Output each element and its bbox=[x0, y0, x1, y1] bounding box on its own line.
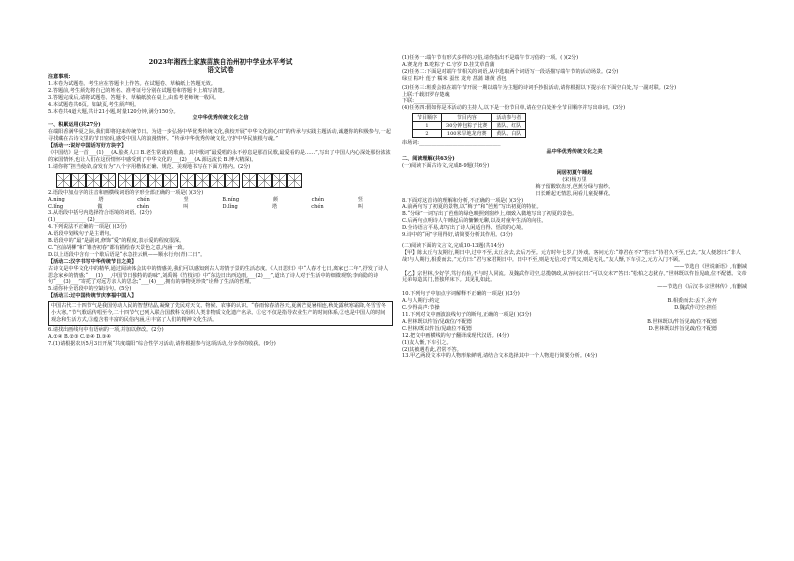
q2-options-row: A.níng 塔 chén 竖 B.níng 颜 chén 竖 bbox=[48, 196, 363, 203]
q7-1-options: A.赛龙舟 B.吃粽子 C.守岁 D.挂艾草菖蒲 bbox=[402, 61, 495, 68]
exam-title: 2023年湘西土家族苗族自治州初中学业水平考试 bbox=[148, 58, 293, 66]
q4-option: A.语段中划线句子是主谓句。 bbox=[48, 231, 115, 238]
section1-heading: 一、积累运用(共27分) bbox=[48, 122, 101, 129]
q11-options-row: A.世林既以忤旨/见疏位/不配德 B.世林既以/忤旨见疏/位不配德 bbox=[402, 318, 717, 325]
read1-intro: (一)阅读下面古诗文,完成8-9题(共6分) bbox=[402, 162, 490, 169]
grid-cell[interactable] bbox=[210, 173, 225, 188]
grid-cell[interactable] bbox=[242, 173, 257, 188]
read2-intro: (二)阅读下面的文言文,完成10-13题(共14分) bbox=[402, 242, 505, 249]
grid-cell[interactable] bbox=[133, 173, 148, 188]
question-3: 3.从语段中括号内选择符合语境的词语。(2分) bbox=[48, 210, 152, 217]
section2-heading: 二、阅读理解(共63分) bbox=[402, 156, 455, 163]
grid-cell[interactable] bbox=[86, 173, 101, 188]
grid-cell[interactable] bbox=[118, 173, 133, 188]
couplet-line[interactable]: 下联:________________ bbox=[402, 98, 455, 105]
q4-option: B.语段中的“最”是副词,修饰“爱”的程度,表示爱的程度很深。 bbox=[48, 238, 185, 245]
question-11: 11.下列对文中画波浪线句子的断句,正确的一项是( )(3分) bbox=[402, 312, 532, 318]
table-row: 1 30分钟包粽子比赛 蓝队、红队 bbox=[413, 122, 526, 130]
exam-subtitle: 语文试卷 bbox=[207, 66, 234, 74]
passage-b: 【乙】宗世林,少好学,笃行有检,不与时人同流。及魏武作司空,总揽朝政,从容问宗曰:“可以交未?”答曰:“松柏之志犹存。”世林既以忤旨见疏,位不配德。文帝兄弟每造其门,皆独拜床下。其见礼如此。 bbox=[402, 270, 747, 284]
grid-cell[interactable] bbox=[101, 173, 116, 188]
passage-a: 【甲】陈太丘与友期行,期日中,过中不至,太丘舍去,去后乃至。元方时年七岁,门外戏。客问元方:“尊君在不?”答曰:“待君久不至,已去。”友人便怒曰:“非人哉!与人期行,相委而去。”元方曰:“君与家君期日中。日中不至,则是无信;对子骂父,则是无礼。”友人惭,下车引之,元方入门不顾。 bbox=[402, 249, 741, 263]
q10-options-row: A.与人期行:约定 B.相委而去:丢下,舍弃 bbox=[402, 298, 717, 305]
activity2-heading: 【活动二:汉字书写中华传统节日之美】 bbox=[48, 258, 137, 265]
grid-cell[interactable] bbox=[148, 173, 163, 188]
poem-line: 梅子留酸软齿牙,芭蕉分绿与窗纱。 bbox=[535, 183, 614, 190]
question-13: 13.甲乙两段文本中的人物形象鲜明,请结合文本选择其中一个人物进行简要分析。(4分) bbox=[402, 353, 598, 360]
poem-title: 闲居初夏午睡起 bbox=[556, 169, 593, 176]
note-item: 2.答题前,考生须先将自己的姓名、准考证号分别在试题卷和答题卡上填写清楚。 bbox=[48, 87, 228, 94]
right-column bbox=[402, 55, 747, 360]
grid-cell[interactable] bbox=[272, 173, 287, 188]
question-9: 9.诗中的“闲”字用得好,请简要分析其作用。(3分) bbox=[402, 232, 513, 239]
q8-option: C.后两句点明诗人午睡起后的慵懒无聊,以及对童年生活的向往。 bbox=[402, 218, 547, 225]
poem-author: (宋)杨万里 bbox=[562, 176, 587, 183]
q7-4-tail[interactable]: 串场词:________________________________ bbox=[402, 140, 501, 147]
grid-cell[interactable] bbox=[195, 173, 210, 188]
part1-title: 立中华优秀传统文化之信 bbox=[192, 115, 249, 122]
question-7-3: (3)任务三:班委会拟在端午节开展一期以端午为主题的诗词手抄报活动,请你根据以下提示在下面空白处,写一副对联。(2分) bbox=[402, 84, 677, 91]
q3-blanks[interactable]: (1)____________ (2)____________ bbox=[48, 217, 126, 224]
activity3-heading: 【活动三:过中国传统节庆享福中国人】 bbox=[48, 293, 137, 300]
program-table bbox=[412, 113, 526, 138]
question-12: 12.把文中画横线的句子翻译成现代汉语。(4分) bbox=[402, 332, 510, 339]
q12-item: (1)友人惭,下车引之。 bbox=[402, 339, 452, 346]
table-header: 节目顺序 bbox=[413, 114, 442, 122]
question-7: 7.(1)请根据农历5月3日开展“共度端阳”综合性学习活动,请你根据参与这项活动,分享你的收获。(9分) bbox=[48, 340, 276, 347]
grid-cell[interactable] bbox=[287, 173, 302, 188]
grid-cell[interactable] bbox=[257, 173, 272, 188]
activity1-heading: 【活动一:说好中国话写好方块字】 bbox=[48, 143, 127, 150]
table-header: 节目内容 bbox=[442, 114, 492, 122]
table-row: 2 100米旱地龙舟赛 黄队、白队 bbox=[413, 130, 526, 138]
question-7-2: (2)任务二:下面是对端午节相关的词语,从中选取两个词语写一段话描写端午节的活动场景。(2分) bbox=[402, 68, 619, 75]
q10-options-row: C.少得高声:节操 D.魏武作司空:担任 bbox=[402, 305, 717, 312]
passage-b-source: ——节选自《后汉书·宗世林传》,有删减 bbox=[657, 284, 747, 291]
q11-options-row: C.世林/既以忤旨/见疏位不配德 D.世林既以忤旨见疏/位不配德 bbox=[402, 325, 717, 332]
question-7-4: (4)任务四:假如你是本活动的主持人,以下是一份节目单,请在空白处补全节目顺序并写出串词。(3分) bbox=[402, 105, 626, 112]
grid-cell[interactable] bbox=[56, 173, 71, 188]
note-item: 3.答题完成后,请将试题卷、答题卡、草稿纸放在桌上,由监考老师统一收回。 bbox=[48, 94, 220, 101]
poem-line: 日长睡起无情思,闲看儿童捉柳花。 bbox=[535, 190, 614, 197]
q8-option: D.全诗语言平易,却写出了诗人闲适自得、恬淡的心境。 bbox=[402, 225, 527, 232]
question-1: 1.请你将“担当使命,奋发有为”八个字用楷体正确、规范、美观地书写在下面方格内。(2分) bbox=[48, 163, 251, 170]
activity1-text: 《中国结》是一首___(1)___(A.脍炙人口 B.老生常谈)的歌曲。其中歌词“最爱唱的永不停息是那首民歌,最爱看的是……”,写出了中国人内心深处那份浓浓的家国情怀,也让人们在这份情怀中感受到了中华文化的___(2)___(A.源远流长 B.博大精深)。 bbox=[48, 149, 391, 163]
activity3-text: 中国古代二十四节气是我国劳动人民的智慧结晶,凝聚了先民对天文、物候、农事的认识。“春雨惊春清谷天,夏满芒夏暑相连,秋处露秋寒霜降,冬雪雪冬小大寒。”节气歌谣传唱至今,二十四节气已列入联合国教科文组织人类非物质文化遗产名录。①它不仅是指导农业生产的时间体系,②也是中国人的时间观念和生活方式,③蕴含着丰富的民俗内涵,④丰富了人们的精神文化生活。 bbox=[51, 303, 387, 323]
q4-option: C.“宫前胡柳”和“雏杏初春”都有描绘春天景色之意,内涵一致。 bbox=[48, 244, 188, 251]
q8-option: B.“分绿”一词写出了芭蕉的绿色映照到窗纱上,细致入微地写出了初夏的景色。 bbox=[402, 211, 578, 218]
question-7-1: (1)任务一:端午节有形式多样的习俗,请你指出不是端午节习俗的一项。( )(2分) bbox=[402, 55, 579, 61]
q6-options: A.①④ B.②③ C.②④ D.③④ bbox=[48, 333, 111, 340]
note-item: 4.本试题卷共6页。如缺页,考生须声明。 bbox=[48, 101, 140, 108]
question-10: 10.下列句子中加点字词解释不正确的一项是( )(3分) bbox=[402, 291, 520, 298]
grid-cell[interactable] bbox=[71, 173, 86, 188]
notes-heading: 注意事项: bbox=[48, 74, 71, 80]
couplet-line: 上联:千载汨罗存楚魂 bbox=[402, 91, 450, 98]
passage-a-source: ——节选自《世说新语》,有删减 bbox=[674, 263, 747, 270]
question-8: 8.下面对这首诗的理解和分析,不正确的一项是( )(3分) bbox=[402, 197, 524, 204]
intro-paragraph: 在端阳香满华夏之际,我们即将迎来传统节日。为进一步弘扬中华优秀传统文化,我校开展“中华文化润心田”的传承与实践主题活动,诚邀你的积极参与,一起寻找藏在古诗文里的节日密码,感受中国人的浪漫情怀。“传承中华优秀传统文化,守护中华民族根与魂。” bbox=[48, 129, 391, 143]
q12-item: (2)其被遇若此,君常不答。 bbox=[402, 346, 462, 353]
question-6: 6.请找出画线句中有语病的一项,并加以修改。(2分) bbox=[48, 326, 164, 333]
table-header: 活动参与者 bbox=[492, 114, 526, 122]
grid-cell[interactable] bbox=[180, 173, 195, 188]
q7-2-words: 绿豆 粽叶 莲子 糯米 蚕丝 龙舟 菖蒲 雄黄 香包 bbox=[402, 75, 507, 82]
note-item: 5.本卷共4道大题,共计21小题,时量120分钟,满分150分。 bbox=[48, 108, 179, 115]
grid-cell[interactable] bbox=[225, 173, 240, 188]
q8-option: A.前两句写了初夏的景物,以“梅子”和“芭蕉”写出初夏的特征。 bbox=[402, 204, 542, 211]
question-4: 4.下列说法不正确的一项是( )(3分) bbox=[48, 224, 127, 231]
part2-title: 品中华优秀传统文化之美 bbox=[546, 149, 603, 156]
writing-grid[interactable] bbox=[56, 173, 393, 188]
question-5: 5.请你补全语段中的空缺诗句。(5分) bbox=[48, 286, 132, 293]
question-2: 2.语段中加点字的注音和画横线词语的字形全部正确的一项是( )(3分) bbox=[48, 189, 204, 196]
activity2-text: 古诗文是中华文化中的精华,通过阅读体会其中的情感美,我们可以感知到古人寄情于景的生活态度。《人日思归》中“人春才七日,离家已二年”,抒发了诗人思念家乡的情感;“___(1)___,中国节日独特的韵味”,刘禹锡《竹枝词》中“东边日出西边雨,___(2)___”,道出了诗人对于生活中的细微观察;李商隐的诗句“___(3)___”寄托了对远方亲人的思念;“___(4)___,拥有的事物更珍贵”诠释了生活的哲理。 bbox=[48, 265, 389, 286]
grid-cell[interactable] bbox=[163, 173, 178, 188]
q2-options-row: C.lǐng 做 chén 叫 D.lǐng 塔 chén 叫 bbox=[48, 203, 363, 210]
q4-option: D.以上语段中含有一个歇后语是“水急挂云帆——顺水行舟(青)二日”。 bbox=[48, 251, 206, 258]
left-column bbox=[48, 58, 393, 348]
activity3-box bbox=[48, 301, 393, 326]
note-item: 1.本卷为试题卷。考生应在答题卡上作答。在试题卷、草稿纸上答题无效。 bbox=[48, 80, 216, 87]
